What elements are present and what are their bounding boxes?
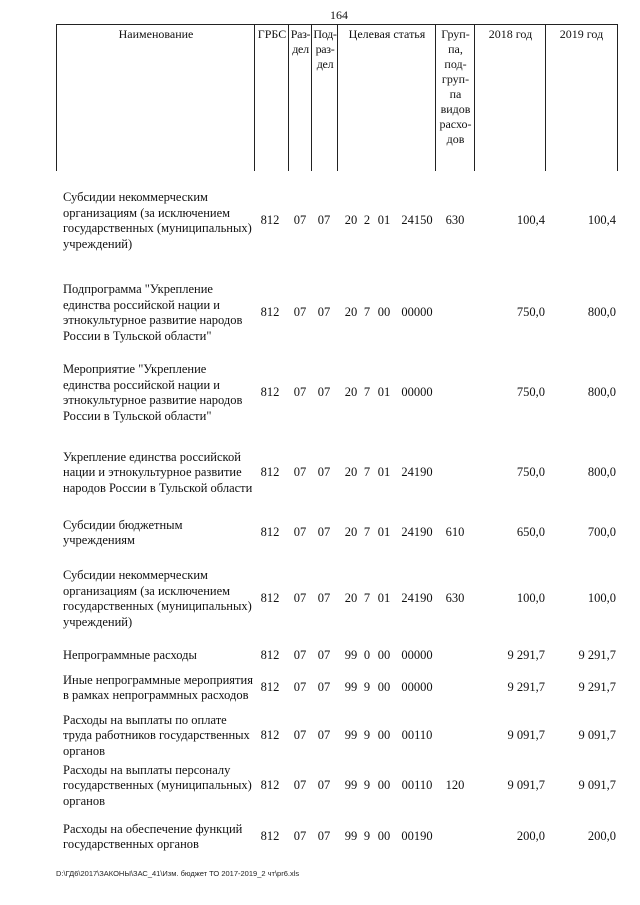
group-cell: [440, 281, 470, 345]
target-event-cell: 00: [377, 728, 391, 743]
amount-2019-cell: 100,0: [587, 591, 616, 606]
amount-2018-cell: 200,0: [516, 829, 545, 844]
target-subprogram-cell: 0: [363, 648, 371, 663]
amount-2019-cell: 700,0: [587, 525, 616, 540]
razdel-cell: 07: [293, 829, 307, 844]
grbs-cell: 812: [260, 648, 280, 663]
target-program-cell: 99: [344, 728, 358, 743]
name-cell: Субсидии бюджетным учреждениям: [63, 517, 183, 547]
table-row: [0, 513, 640, 553]
amount-2019-cell: 9 091,7: [578, 778, 616, 793]
table-row: [0, 567, 640, 631]
header-podrazdel: [311, 24, 338, 171]
header-group: [435, 24, 475, 171]
target-direction-cell: 24190: [401, 465, 433, 480]
podrazdel-cell: 07: [317, 648, 331, 663]
amount-2019-cell: 800,0: [587, 305, 616, 320]
amount-2019-cell: 9 291,7: [578, 648, 616, 663]
razdel-cell: 07: [293, 778, 307, 793]
target-subprogram-cell: 7: [363, 305, 371, 320]
name-cell: Субсидии некоммерческим организациям (за исключением государственных (муниципальных) учреждений): [63, 568, 252, 629]
amount-2018-cell: 650,0: [516, 525, 545, 540]
group-cell: [440, 664, 470, 712]
amount-2019-cell: 800,0: [587, 465, 616, 480]
header-2018-label: 2018 год: [488, 27, 533, 41]
header-name: [56, 24, 255, 171]
amount-2018-cell: 9 291,7: [507, 680, 545, 695]
target-direction-cell: 00000: [401, 385, 433, 400]
group-cell: [440, 361, 470, 425]
table-row: [0, 647, 640, 665]
group-cell: [440, 712, 470, 760]
group-cell: 610: [445, 525, 465, 540]
podrazdel-cell: 07: [317, 305, 331, 320]
target-event-cell: 00: [377, 829, 391, 844]
header-name-label: Наименование: [118, 27, 194, 41]
grbs-cell: 812: [260, 591, 280, 606]
target-direction-cell: 00190: [401, 829, 433, 844]
group-cell: [440, 647, 470, 665]
grbs-cell: 812: [260, 465, 280, 480]
target-event-cell: 00: [377, 648, 391, 663]
podrazdel-cell: 07: [317, 213, 331, 228]
target-direction-cell: 00110: [401, 778, 433, 793]
target-direction-cell: 00110: [401, 728, 433, 743]
header-2019: [545, 24, 618, 171]
header-2019-label: 2019 год: [559, 27, 604, 41]
header-grbs-label: ГРБС: [257, 27, 287, 41]
group-cell: [440, 441, 470, 505]
podrazdel-cell: 07: [317, 728, 331, 743]
header-2018: [474, 24, 546, 171]
podrazdel-cell: 07: [317, 465, 331, 480]
razdel-cell: 07: [293, 728, 307, 743]
grbs-cell: 812: [260, 525, 280, 540]
target-direction-cell: 24150: [401, 213, 433, 228]
name-cell: Мероприятие "Укрепление единства российской нации и этнокультурное развитие народов России в Тульской области": [63, 362, 243, 423]
footer-file-path: D:\ГД6\2017\ЗАКОНЫ\ЗАС_41\Изм. бюджет ТО 2017-2019_2 чт\pr6.xls: [56, 869, 300, 878]
name-cell: Иные непрограммные мероприятия в рамках непрограммных расходов: [63, 672, 253, 702]
razdel-cell: 07: [293, 591, 307, 606]
amount-2018-cell: 9 091,7: [507, 728, 545, 743]
amount-2018-cell: 750,0: [516, 385, 545, 400]
amount-2018-cell: 9 091,7: [507, 778, 545, 793]
podrazdel-cell: 07: [317, 385, 331, 400]
header-podrazdel-label: Под- раз- дел: [313, 27, 337, 71]
amount-2018-cell: 100,0: [516, 591, 545, 606]
grbs-cell: 812: [260, 829, 280, 844]
razdel-cell: 07: [293, 465, 307, 480]
target-subprogram-cell: 9: [363, 680, 371, 695]
group-cell: [440, 817, 470, 857]
target-event-cell: 01: [377, 213, 391, 228]
podrazdel-cell: 07: [317, 829, 331, 844]
target-event-cell: 00: [377, 680, 391, 695]
target-program-cell: 99: [344, 680, 358, 695]
target-subprogram-cell: 9: [363, 829, 371, 844]
target-event-cell: 01: [377, 385, 391, 400]
group-cell: 630: [445, 213, 465, 228]
grbs-cell: 812: [260, 728, 280, 743]
amount-2019-cell: 100,4: [587, 213, 616, 228]
header-razdel-label: Раз- дел: [290, 27, 311, 56]
grbs-cell: 812: [260, 213, 280, 228]
target-subprogram-cell: 2: [363, 213, 371, 228]
podrazdel-cell: 07: [317, 680, 331, 695]
target-program-cell: 99: [344, 778, 358, 793]
razdel-cell: 07: [293, 680, 307, 695]
target-direction-cell: 00000: [401, 305, 433, 320]
name-cell: Непрограммные расходы: [63, 648, 197, 663]
razdel-cell: 07: [293, 213, 307, 228]
target-subprogram-cell: 9: [363, 778, 371, 793]
target-program-cell: 20: [344, 213, 358, 228]
table-row: [0, 664, 640, 712]
group-cell: 120: [445, 778, 465, 793]
header-group-label: Груп- па, под- груп- па видов расхо- дов: [439, 27, 472, 146]
grbs-cell: 812: [260, 305, 280, 320]
amount-2018-cell: 750,0: [516, 465, 545, 480]
header-target-label: Целевая статья: [348, 27, 426, 41]
page-number: 164: [330, 8, 348, 22]
name-cell: Укрепление единства российской нации и этнокультурное развитие народов России в Тульской области: [63, 449, 253, 495]
name-cell: Расходы на выплаты персоналу государственных (муниципальных) органов: [63, 762, 252, 808]
name-cell: Субсидии некоммерческим организациям (за исключением государственных (муниципальных) учреждений): [63, 190, 252, 251]
target-program-cell: 20: [344, 525, 358, 540]
amount-2019-cell: 9 091,7: [578, 728, 616, 743]
table-row: [0, 712, 640, 760]
table-row: [0, 189, 640, 253]
name-cell: Подпрограмма "Укрепление единства российской нации и этнокультурное развитие народов России в Тульской области": [63, 282, 243, 343]
podrazdel-cell: 07: [317, 525, 331, 540]
podrazdel-cell: 07: [317, 778, 331, 793]
table-row: [0, 441, 640, 505]
amount-2018-cell: 9 291,7: [507, 648, 545, 663]
amount-2018-cell: 100,4: [516, 213, 545, 228]
target-program-cell: 20: [344, 385, 358, 400]
amount-2019-cell: 200,0: [587, 829, 616, 844]
amount-2019-cell: 9 291,7: [578, 680, 616, 695]
podrazdel-cell: 07: [317, 591, 331, 606]
target-event-cell: 01: [377, 465, 391, 480]
razdel-cell: 07: [293, 385, 307, 400]
table-row: [0, 361, 640, 425]
name-cell: Расходы на выплаты по оплате труда работников государственных органов: [63, 712, 250, 758]
target-subprogram-cell: 7: [363, 385, 371, 400]
target-event-cell: 01: [377, 591, 391, 606]
target-program-cell: 99: [344, 829, 358, 844]
razdel-cell: 07: [293, 305, 307, 320]
target-program-cell: 20: [344, 591, 358, 606]
target-program-cell: 99: [344, 648, 358, 663]
group-cell: 630: [445, 591, 465, 606]
header-target: [337, 24, 436, 171]
target-subprogram-cell: 7: [363, 591, 371, 606]
amount-2019-cell: 800,0: [587, 385, 616, 400]
target-subprogram-cell: 7: [363, 465, 371, 480]
table-row: [0, 762, 640, 810]
grbs-cell: 812: [260, 680, 280, 695]
table-row: [0, 817, 640, 857]
razdel-cell: 07: [293, 648, 307, 663]
amount-2018-cell: 750,0: [516, 305, 545, 320]
target-subprogram-cell: 7: [363, 525, 371, 540]
target-subprogram-cell: 9: [363, 728, 371, 743]
grbs-cell: 812: [260, 778, 280, 793]
target-program-cell: 20: [344, 305, 358, 320]
target-event-cell: 01: [377, 525, 391, 540]
grbs-cell: 812: [260, 385, 280, 400]
header-grbs: [254, 24, 289, 171]
target-direction-cell: 24190: [401, 525, 433, 540]
target-direction-cell: 00000: [401, 648, 433, 663]
razdel-cell: 07: [293, 525, 307, 540]
name-cell: Расходы на обеспечение функций государственных органов: [63, 821, 243, 851]
target-event-cell: 00: [377, 778, 391, 793]
target-direction-cell: 24190: [401, 591, 433, 606]
target-event-cell: 00: [377, 305, 391, 320]
target-direction-cell: 00000: [401, 680, 433, 695]
table-row: [0, 281, 640, 345]
header-razdel: [288, 24, 312, 171]
target-program-cell: 20: [344, 465, 358, 480]
